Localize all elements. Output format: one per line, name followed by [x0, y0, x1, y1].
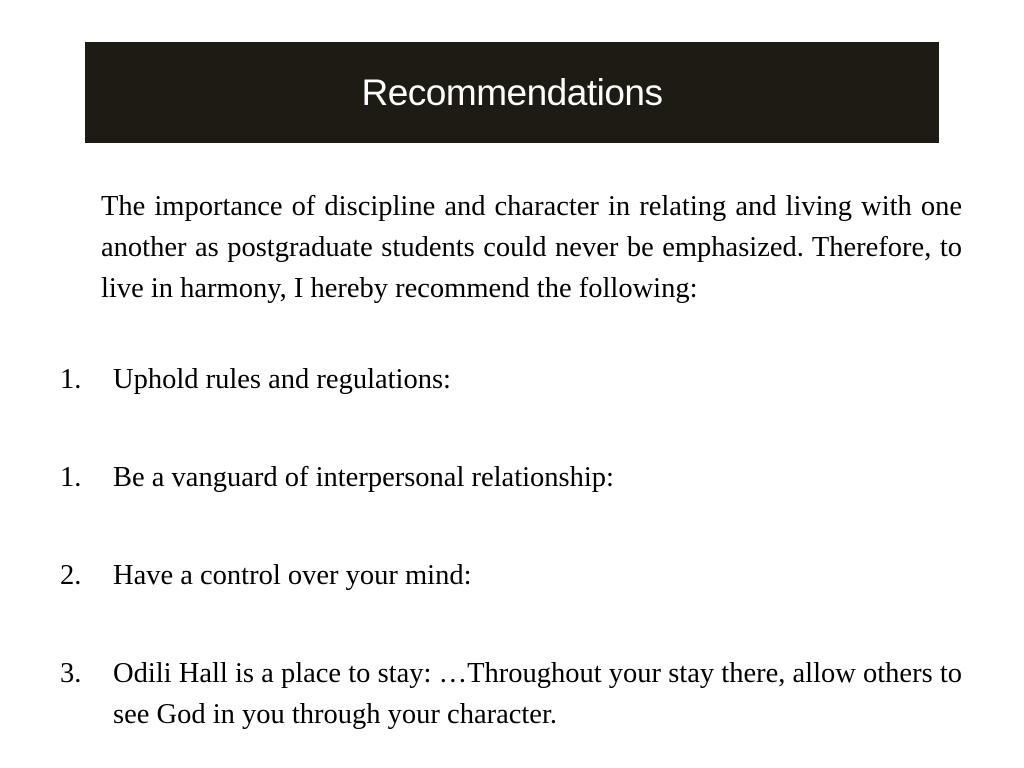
intro-paragraph: The importance of discipline and character in relating and living with one another as postgraduate students could never be emphasized. Therefore, to live in harmony, I hereby recommend the following: — [101, 191, 962, 304]
list-item — [60, 457, 962, 498]
list-item-text: Have a control over your mind: — [113, 560, 472, 591]
list-item — [60, 555, 962, 596]
list-item-text: Uphold rules and regulations: — [113, 364, 451, 395]
list-item-text: Odili Hall is a place to stay: …Throughout your stay there, allow others to see God in you through your character. — [113, 658, 962, 730]
list-item-number: 3. — [60, 658, 82, 689]
list-item-number: 2. — [60, 560, 82, 591]
list-item — [60, 359, 962, 400]
list-item-text: Be a vanguard of interpersonal relationship: — [113, 462, 614, 493]
list-item-number: 1. — [60, 364, 82, 395]
slide-title: Recommendations — [361, 71, 663, 113]
list-item — [60, 653, 962, 735]
recommendations-list — [60, 359, 962, 735]
list-item-number: 1. — [60, 462, 82, 493]
title-bar — [85, 42, 939, 143]
